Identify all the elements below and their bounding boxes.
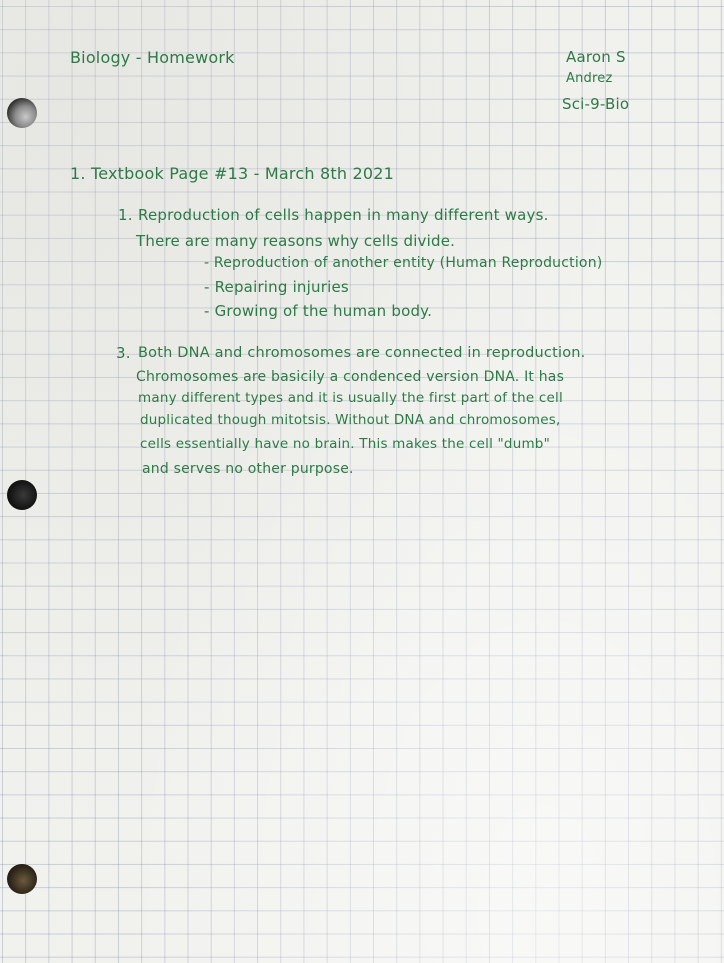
answer-1-bullet-2: - Repairing injuries — [204, 278, 349, 296]
answer-3-line-4: duplicated though mitotsis. Without DNA and chromosomes, — [140, 412, 561, 428]
page-title: Biology - Homework — [70, 48, 235, 67]
answer-1-bullet-3: - Growing of the human body. — [204, 302, 433, 320]
answer-3-line-6: and serves no other purpose. — [142, 461, 354, 477]
student-name-line2: Andrez — [566, 71, 613, 86]
class-code: Sci-9-Bio — [562, 95, 630, 113]
binder-hole-bottom — [7, 864, 37, 894]
answer-1-number: 1. — [118, 206, 133, 224]
answer-3-line-1: Both DNA and chromosomes are connected in reproduction. — [138, 345, 586, 361]
answer-1-line-1: Reproduction of cells happen in many different ways. — [138, 206, 549, 224]
answer-3-line-2: Chromosomes are basicily a condenced version DNA. It has — [136, 369, 565, 385]
binder-hole-top — [7, 98, 37, 128]
answer-3-line-3: many different types and it is usually the first part of the cell — [138, 390, 563, 406]
answer-3-line-5: cells essentially have no brain. This makes the cell "dumb" — [140, 436, 550, 452]
answer-1-bullet-1: - Reproduction of another entity (Human Reproduction) — [204, 255, 603, 271]
binder-hole-middle — [7, 480, 37, 510]
answer-1-line-2: There are many reasons why cells divide. — [136, 232, 456, 250]
answer-3-number: 3. — [116, 344, 131, 362]
section-heading: 1. Textbook Page #13 - March 8th 2021 — [70, 164, 394, 183]
student-name-line1: Aaron S — [566, 48, 626, 66]
